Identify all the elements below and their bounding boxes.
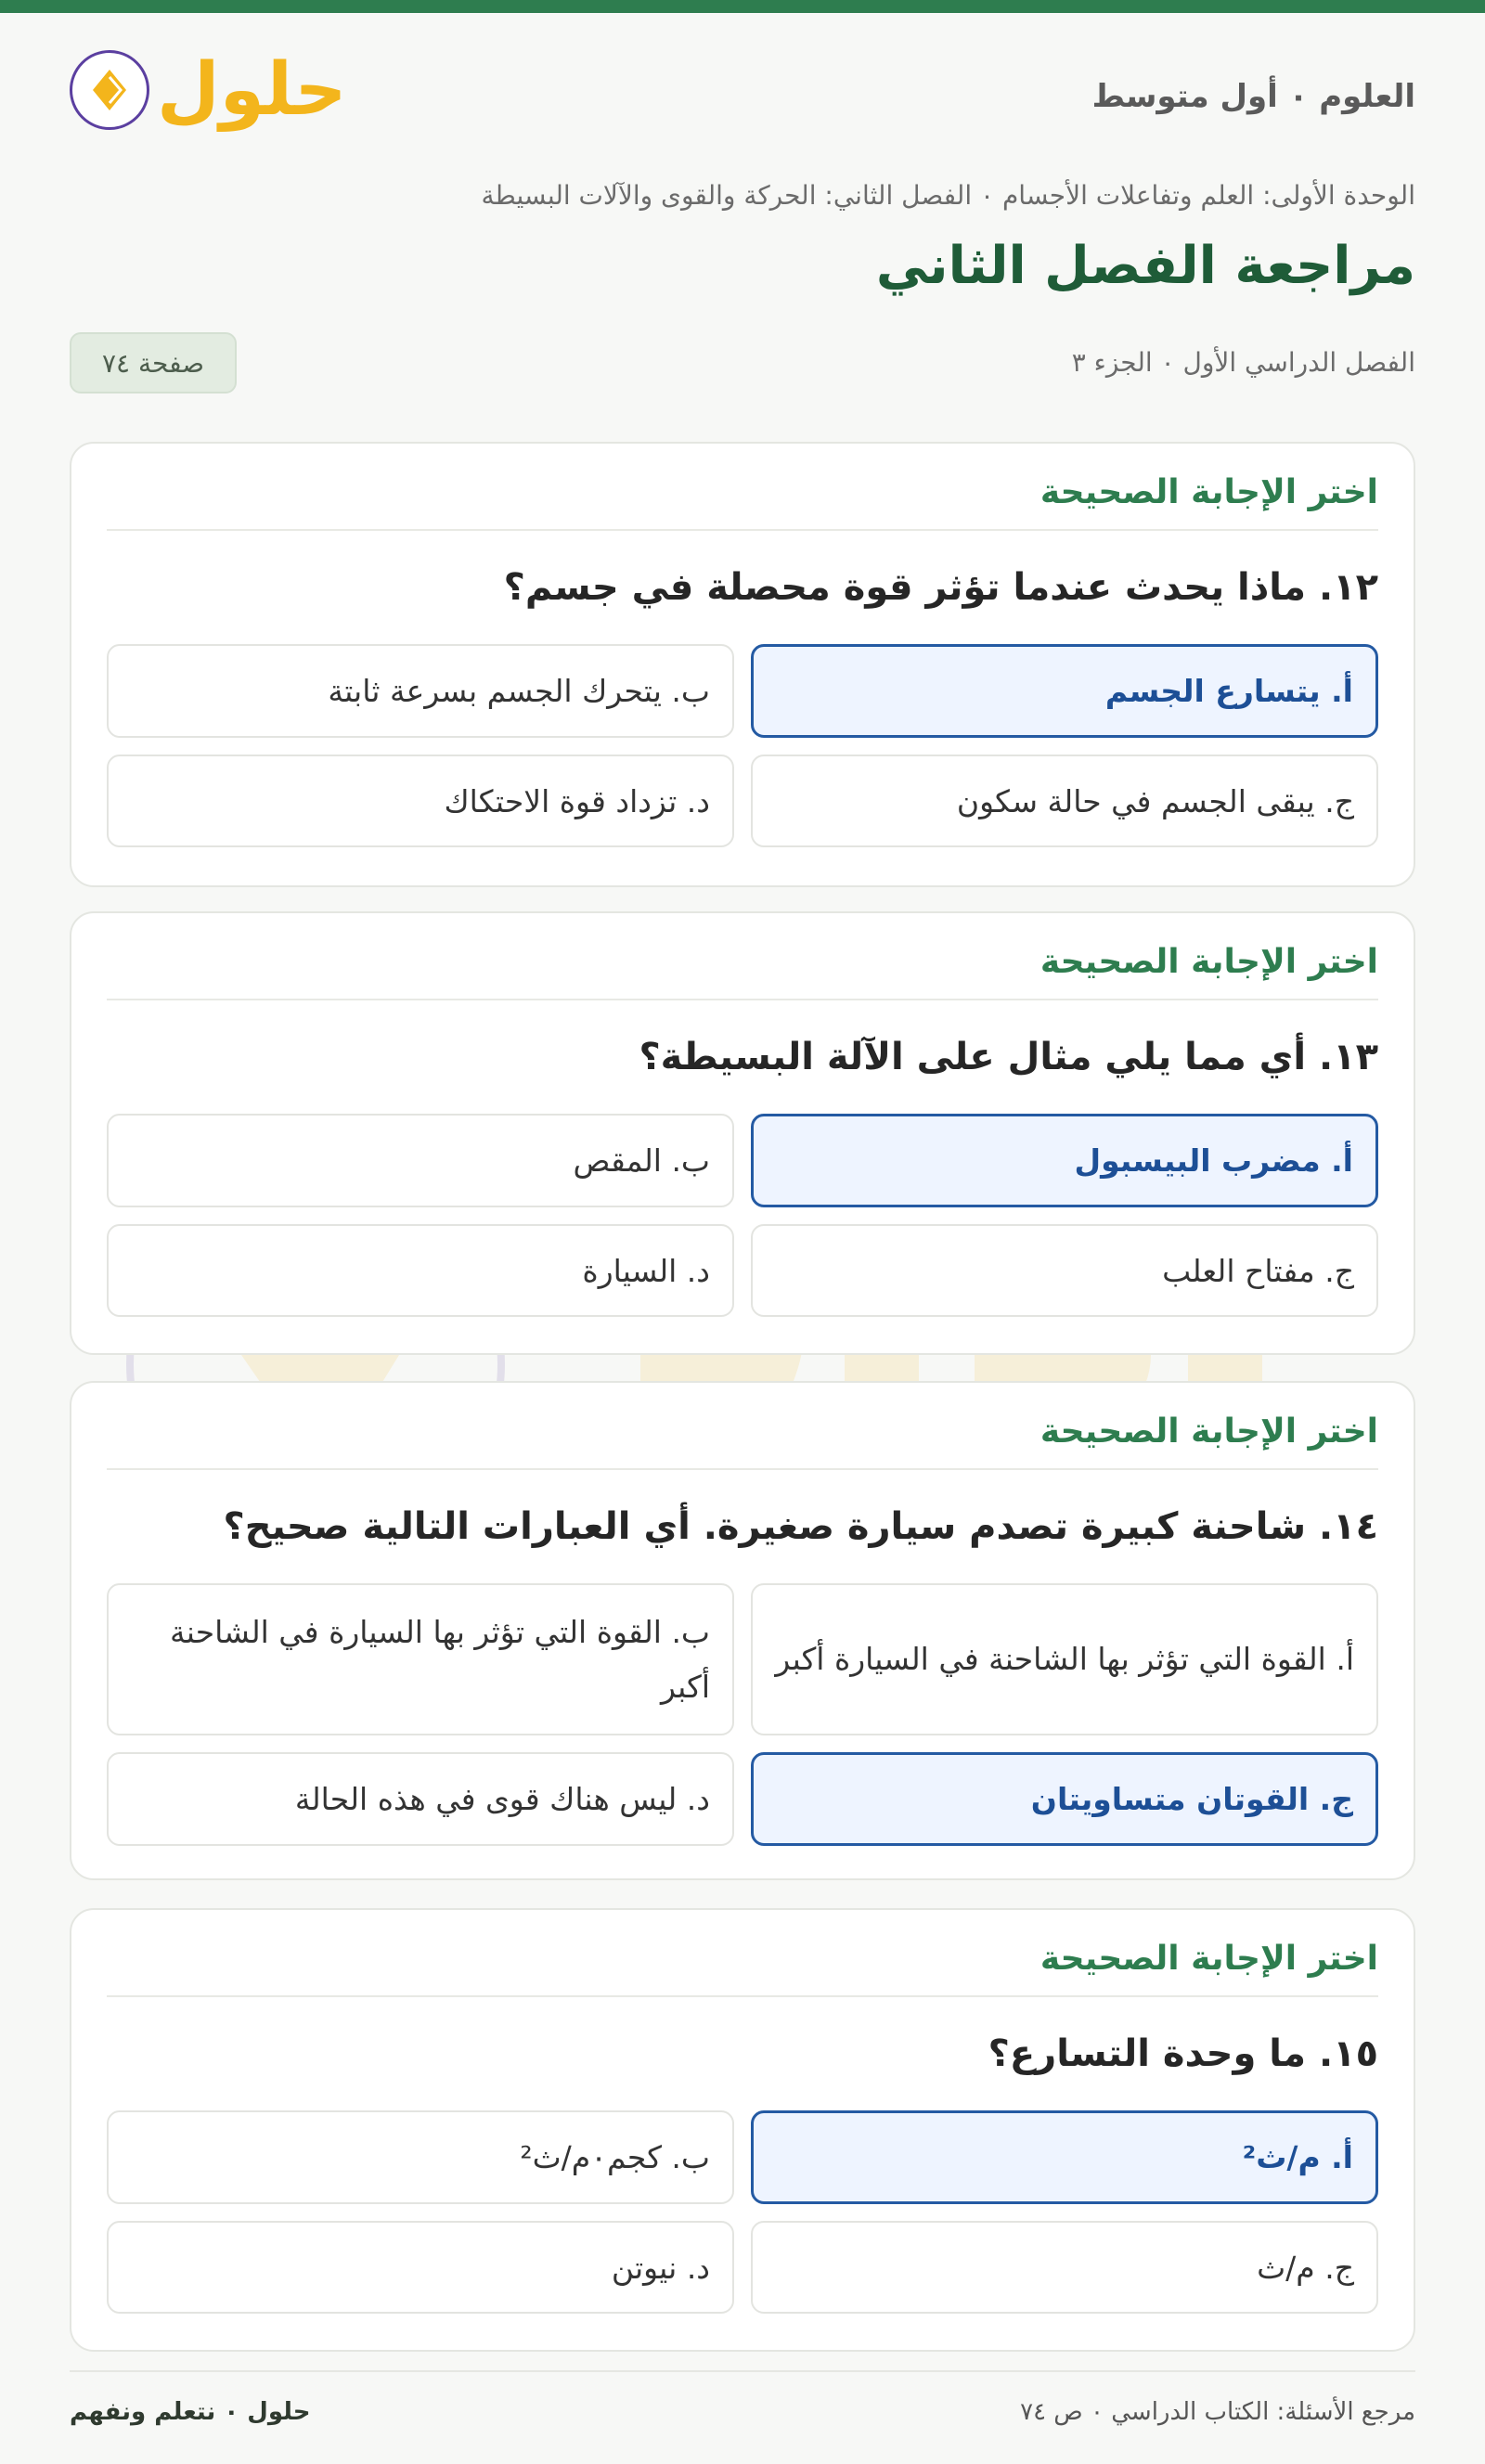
card-heading xyxy=(107,473,1378,531)
question-text: ١٢. ماذا يحدث عندما تؤثر قوة محصلة في جسم؟ xyxy=(503,566,1378,609)
question-card xyxy=(70,442,1415,887)
answer-option[interactable]: أ. القوة التي تؤثر بها الشاحنة في السيارة أكبر xyxy=(751,1583,1378,1735)
answer-option[interactable]: ب. القوة التي تؤثر بها السيارة في الشاحنة أكبر xyxy=(107,1583,734,1735)
page-number-badge: صفحة ٧٤ xyxy=(70,332,237,393)
page-container xyxy=(70,13,1415,2464)
question-card xyxy=(70,1381,1415,1880)
answer-option[interactable]: ب. كجم٠م/ث² xyxy=(107,2110,734,2204)
card-heading-label: اختر الإجابة الصحيحة xyxy=(1040,943,1378,981)
question-card xyxy=(70,1908,1415,2352)
page-footer xyxy=(70,2370,1415,2426)
answer-option[interactable]: ب. يتحرك الجسم بسرعة ثابتة xyxy=(107,644,734,738)
card-heading xyxy=(107,943,1378,1000)
answer-options xyxy=(107,1114,1378,1317)
answer-option-selected[interactable]: أ. مضرب البيسبول xyxy=(751,1114,1378,1207)
card-heading xyxy=(107,1413,1378,1470)
answer-option[interactable]: ب. المقص xyxy=(107,1114,734,1207)
book-icon xyxy=(70,50,149,130)
subject-label: العلوم ٠ أول متوسط xyxy=(1091,78,1415,115)
card-heading-label: اختر الإجابة الصحيحة xyxy=(1040,1413,1378,1451)
question-text: ١٤. شاحنة كبيرة تصدم سيارة صغيرة. أي العبارات التالية صحيح؟ xyxy=(223,1505,1378,1548)
answer-option[interactable]: ج. م/ث xyxy=(751,2221,1378,2314)
card-heading-label: اختر الإجابة الصحيحة xyxy=(1040,1940,1378,1978)
answer-option-selected[interactable]: أ. م/ث² xyxy=(751,2110,1378,2204)
answer-option[interactable]: د. تزداد قوة الاحتكاك xyxy=(107,755,734,847)
answer-option[interactable]: ج. يبقى الجسم في حالة سكون xyxy=(751,755,1378,847)
reference-note: مرجع الأسئلة: الكتاب الدراسي ٠ ص ٧٤ xyxy=(1020,2398,1415,2426)
answer-option-selected[interactable]: ج. القوتان متساويتان xyxy=(751,1752,1378,1846)
brand-logo[interactable] xyxy=(70,50,347,130)
answer-options xyxy=(107,644,1378,847)
answer-option-selected[interactable]: أ. يتسارع الجسم xyxy=(751,644,1378,738)
page-header xyxy=(70,13,1415,379)
page-title: مراجعة الفصل الثاني xyxy=(875,236,1415,296)
answer-options xyxy=(107,2110,1378,2314)
answer-options xyxy=(107,1583,1378,1846)
answer-option[interactable]: د. نيوتن xyxy=(107,2221,734,2314)
card-heading-label: اختر الإجابة الصحيحة xyxy=(1040,473,1378,511)
footer-tagline: حلول ٠ نتعلم ونفهم xyxy=(70,2398,311,2426)
top-accent-bar xyxy=(0,0,1485,13)
answer-option[interactable]: ج. مفتاح العلب xyxy=(751,1224,1378,1317)
answer-option[interactable]: د. ليس هناك قوى في هذه الحالة xyxy=(107,1752,734,1846)
answer-option[interactable]: د. السيارة xyxy=(107,1224,734,1317)
card-heading xyxy=(107,1940,1378,1997)
question-card xyxy=(70,911,1415,1355)
question-text: ١٥. ما وحدة التسارع؟ xyxy=(988,2032,1378,2075)
semester-meta: الفصل الدراسي الأول ٠ الجزء ٣ xyxy=(1071,347,1415,378)
logo-wordmark: حلول xyxy=(157,48,347,132)
breadcrumb: الوحدة الأولى: العلم وتفاعلات الأجسام ٠ الفصل الثاني: الحركة والقوى والآلات البسيطة xyxy=(481,180,1415,211)
question-text: ١٣. أي مما يلي مثال على الآلة البسيطة؟ xyxy=(639,1036,1378,1078)
